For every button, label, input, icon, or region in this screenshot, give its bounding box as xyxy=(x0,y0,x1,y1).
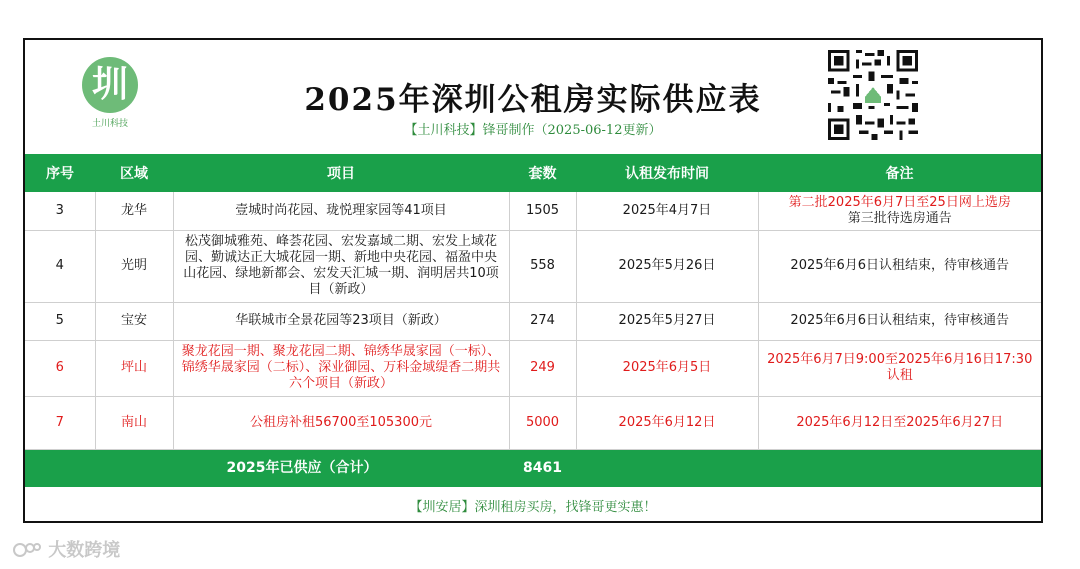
watermark-text: 大数跨境 xyxy=(48,540,121,561)
header-cell-no: 序号 xyxy=(25,154,95,192)
row-count: 5000 xyxy=(509,396,576,449)
header-cell-count: 套数 xyxy=(509,154,576,192)
header-cell-date: 认租发布时间 xyxy=(576,154,758,192)
row-no: 5 xyxy=(25,302,95,340)
header-cell-project: 项目 xyxy=(173,154,509,192)
row-count: 249 xyxy=(509,340,576,396)
footer-slogan: 【圳安居】深圳租房买房，找锋哥更实惠！ xyxy=(409,499,657,515)
header-cell-district: 区域 xyxy=(95,154,173,192)
row-district: 宝安 xyxy=(95,302,173,340)
row-no: 3 xyxy=(25,192,95,230)
sheet-header xyxy=(25,40,1041,154)
logo-icon: 圳 xyxy=(82,57,138,113)
logo-caption: 土川科技 xyxy=(91,119,128,129)
row-no: 7 xyxy=(25,396,95,449)
qr-code-icon xyxy=(828,50,918,140)
total-spacer xyxy=(25,449,95,487)
table-row xyxy=(25,340,1041,396)
supply-table xyxy=(25,154,1041,487)
row-date: 2025年5月26日 xyxy=(576,230,758,302)
row-note-red: 第二批2025年6月7日至25日网上选房 xyxy=(788,194,1011,210)
row-count: 558 xyxy=(509,230,576,302)
row-district: 龙华 xyxy=(95,192,173,230)
supply-table-sheet xyxy=(23,38,1043,523)
row-note xyxy=(758,192,1041,230)
row-date: 2025年5月27日 xyxy=(576,302,758,340)
row-date: 2025年4月7日 xyxy=(576,192,758,230)
table-row xyxy=(25,192,1041,230)
row-no: 4 xyxy=(25,230,95,302)
page-subtitle: 【土川科技】锋哥制作（2025-06-12更新） xyxy=(404,123,662,138)
row-count: 1505 xyxy=(509,192,576,230)
table-row xyxy=(25,302,1041,340)
table-row xyxy=(25,230,1041,302)
watermark xyxy=(12,536,120,562)
row-project: 壹城时尚花园、珑悦理家园等41项目 xyxy=(173,192,509,230)
table-row xyxy=(25,396,1041,449)
row-date: 2025年6月12日 xyxy=(576,396,758,449)
row-note: 2025年6月7日9:00至2025年6月16日17:30认租 xyxy=(758,340,1041,396)
row-date: 2025年6月5日 xyxy=(576,340,758,396)
row-district: 南山 xyxy=(95,396,173,449)
row-project: 聚龙花园一期、聚龙花园二期、锦绣华晟家园（一标）、锦绣华晟家园（二标）、深业御园、万科金域缇香二期共六个项目（新政） xyxy=(173,340,509,396)
row-note: 2025年6月12日至2025年6月27日 xyxy=(758,396,1041,449)
row-note: 2025年6月6日认租结束，待审核通告 xyxy=(758,302,1041,340)
row-project: 松茂御城雅苑、峰荟花园、宏发嘉域二期、宏发上域花园、勤诚达正大城花园一期、新地中央花园、福盈中央山花园、绿地新都会、宏发天汇城一期、润明居共10项目（新政） xyxy=(173,230,509,302)
header-cell-note: 备注 xyxy=(758,154,1041,192)
watermark-logo-icon xyxy=(12,541,42,559)
row-district: 坪山 xyxy=(95,340,173,396)
total-spacer xyxy=(576,449,1041,487)
row-count: 274 xyxy=(509,302,576,340)
row-note-text: 第三批待选房通告 xyxy=(847,210,952,226)
page-title: 2025年深圳公租房实际供应表 xyxy=(304,82,762,118)
table-header-row xyxy=(25,154,1041,192)
row-project: 华联城市全景花园等23项目（新政） xyxy=(173,302,509,340)
row-note: 2025年6月6日认租结束，待审核通告 xyxy=(758,230,1041,302)
row-project: 公租房补租56700至105300元 xyxy=(173,396,509,449)
total-value: 8461 xyxy=(509,449,576,487)
row-no: 6 xyxy=(25,340,95,396)
total-row xyxy=(25,449,1041,487)
total-label: 2025年已供应（合计） xyxy=(95,449,509,487)
row-district: 光明 xyxy=(95,230,173,302)
